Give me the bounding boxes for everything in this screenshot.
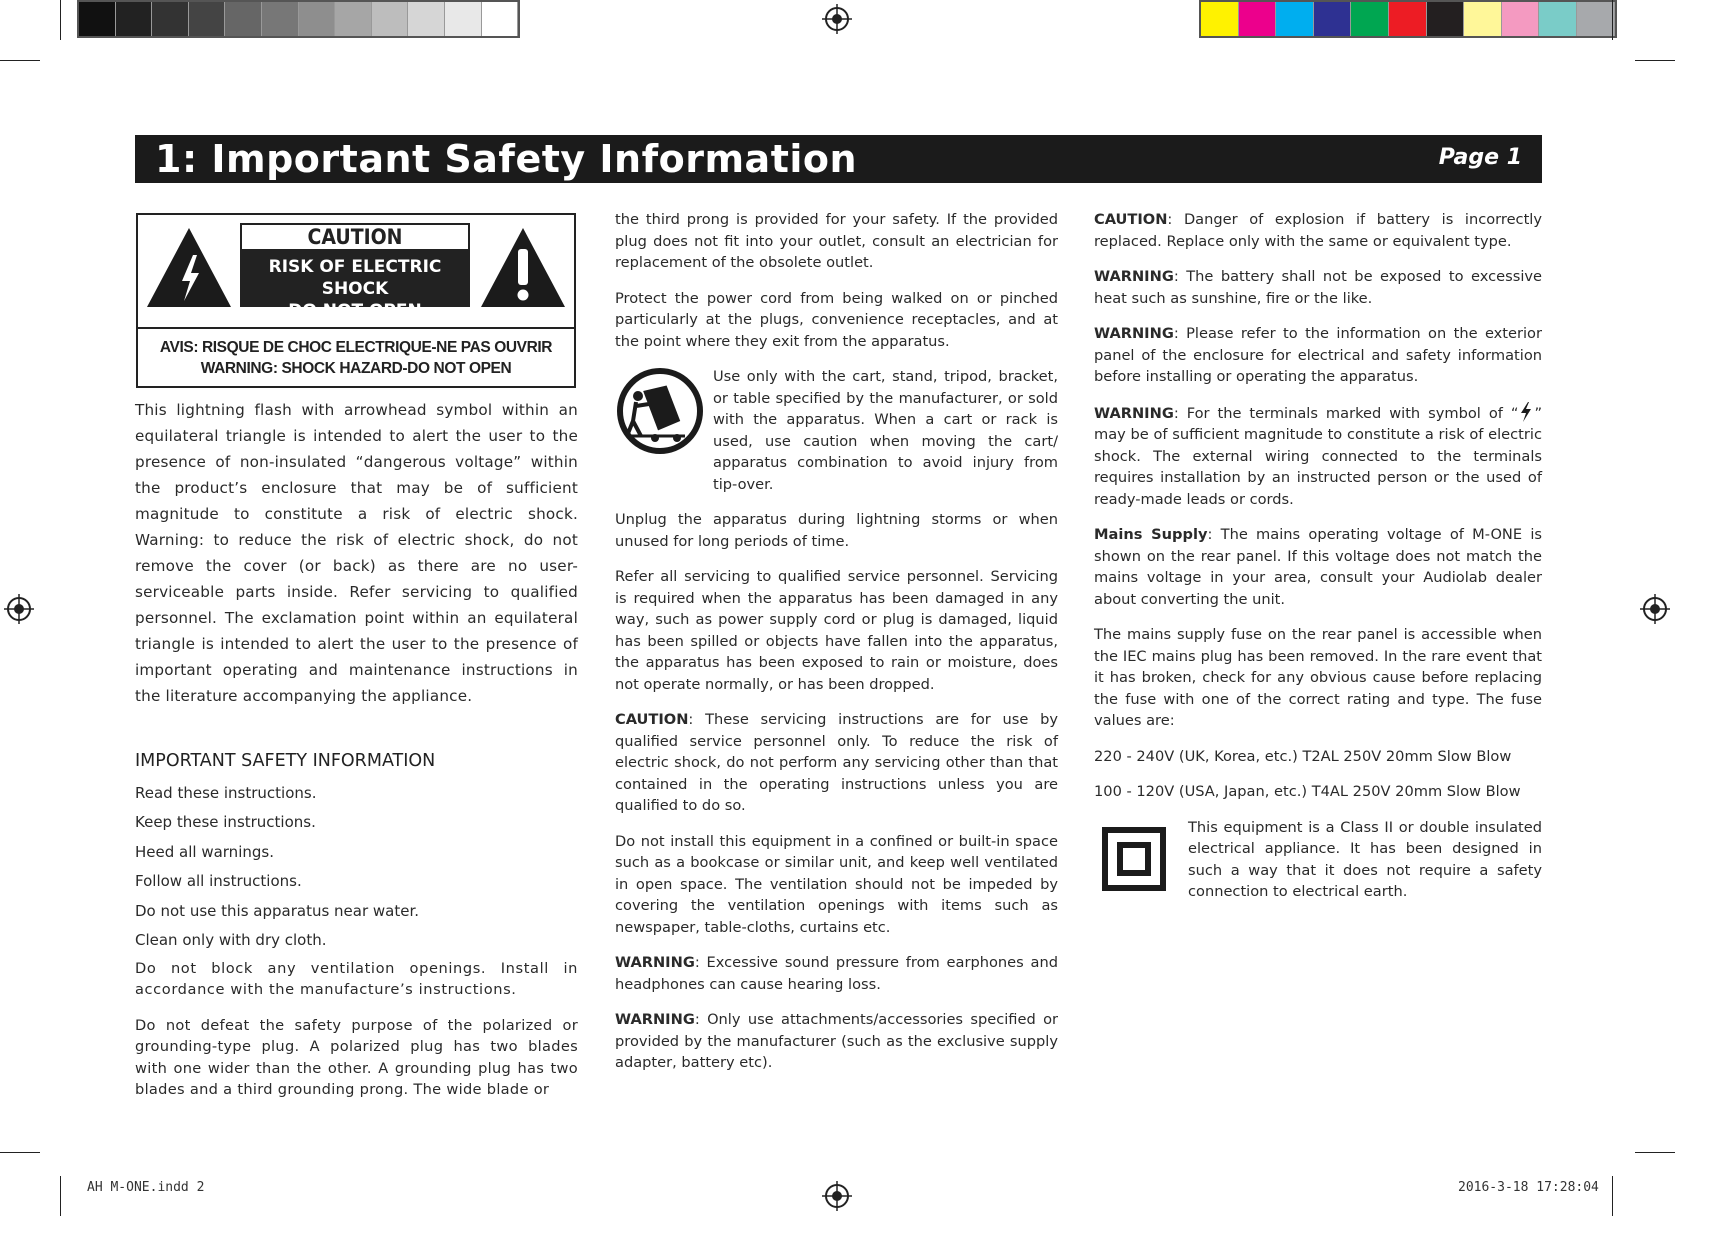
class-ii-paragraph: This equipment is a Class II or double insulated electrical appliance. It has been designed in such a way that it does not require a safety connection to electrical earth. [1188, 818, 1542, 900]
section-heading: IMPORTANT SAFETY INFORMATION [135, 751, 436, 771]
crop-mark [1635, 60, 1675, 61]
slug-filename: AH M-ONE.indd 2 [87, 1180, 205, 1195]
registration-mark-icon [822, 4, 852, 34]
mains-label: Mains Supply [1094, 526, 1208, 543]
column-2 [615, 209, 1058, 1088]
cart-tip-over-icon [615, 366, 705, 456]
column-1 [135, 397, 578, 1115]
color-swatch [189, 2, 226, 36]
list-item: Do not use this apparatus near water. [135, 901, 420, 920]
warning-label: WARNING [1094, 268, 1174, 285]
crop-mark [0, 60, 40, 61]
battery-heat-paragraph [1094, 266, 1542, 309]
caution-label: CAUTION [1094, 211, 1168, 228]
instruction-list [135, 779, 578, 956]
attachments-warning-paragraph [615, 1009, 1058, 1074]
list-item: Clean only with dry cloth. [135, 931, 327, 949]
list-item: Follow all instructions. [135, 872, 302, 890]
cart-paragraph: Use only with the cart, stand, tripod, bracket, or table specified by the manufacturer, or sold with the apparatus. When a cart or rack is used, use caution when moving the cart/ apparatus combination to avoid injury from tip-over. [713, 368, 1058, 493]
page-number: Page 1 [1438, 145, 1522, 170]
servicing-paragraph: Refer all servicing to qualified service personnel. Servicing is required when the apparatus has been damaged in any way, such as power supply cord or plug is damaged, liquid has been spilled or objects have fallen into the apparatus, the apparatus has been exposed to rain or moisture, does not operate normally, or has been dropped. [615, 568, 1058, 693]
bilingual-warning [138, 337, 574, 379]
risk-line-1: RISK OF ELECTRIC SHOCK [268, 257, 442, 299]
color-swatch [1314, 2, 1352, 36]
grayscale-color-bar [77, 0, 520, 38]
fuse-paragraph: The mains supply fuse on the rear panel is accessible when the IEC mains plug has been removed. In the rare event that it has broken, check for any obvious cause before replacing the fuse with one of the correct rating and type. The fuse values are: [1094, 626, 1542, 729]
crop-mark [60, 1176, 61, 1216]
color-swatch [225, 2, 262, 36]
color-swatch [299, 2, 336, 36]
color-swatch [1239, 2, 1277, 36]
color-swatch [1276, 2, 1314, 36]
slug-timestamp: 2016-3-18 17:28:04 [1458, 1180, 1599, 1195]
color-swatch [445, 2, 482, 36]
french-warning: AVIS: RISQUE DE CHOC ELECTRIQUE-NE PAS OUVRIR [159, 339, 553, 356]
color-swatch [482, 2, 519, 36]
cmyk-color-bar [1199, 0, 1617, 38]
section-header [135, 135, 1542, 183]
class-ii-notice [1094, 817, 1542, 903]
color-swatch [408, 2, 445, 36]
color-swatch [1539, 2, 1577, 36]
terminals-paragraph [1094, 402, 1542, 511]
power-cord-paragraph: Protect the power cord from being walked on or pinched particularly at the plugs, convenience receptacles, and at the point where they exit from the apparatus. [615, 289, 1058, 350]
confined-space-paragraph: Do not install this equipment in a confined or built-in space such as a bookcase or similar unit, and keep well ventilated in open space. The ventilation should not be impeded by covering the ventilation openings with items such as newspaper, table-cloths, curtains etc. [615, 832, 1058, 936]
warning-label: WARNING [615, 1011, 695, 1028]
exclamation-triangle-icon [478, 225, 568, 310]
color-swatch [335, 2, 372, 36]
page-title: 1: Important Safety Information [155, 137, 858, 181]
list-item: Heed all warnings. [135, 842, 274, 861]
risk-line-2: DO NOT OPEN [288, 301, 422, 321]
prong-paragraph: the third prong is provided for your safety. If the provided plug does not fit into your outlet, consult an electrician for replacement of the obsolete outlet. [615, 211, 1058, 271]
warning-text: ” may be of sufficient magnitude to constitute a risk of electric shock. The external wiring connected to the terminals requires installation by an instructed person or the used of ready-made leads or cords. [1094, 404, 1542, 508]
list-item: Read these instructions. [135, 783, 317, 802]
warning-label: WARNING [1094, 404, 1174, 422]
mains-supply-paragraph [1094, 524, 1542, 610]
color-swatch [1464, 2, 1502, 36]
exterior-panel-paragraph [1094, 323, 1542, 388]
caution-label: CAUTION [615, 711, 689, 728]
warning-text: : Please refer to the information on the exterior panel of the enclosure for electrical and safety information before installing or operating the apparatus. [1094, 325, 1542, 385]
symbol-explanation: This lightning flash with arrowhead symbol within an equilateral triangle is intended to alert the user to the presence of non-insulated “dangerous voltage” within the product’s enclosure that may be of sufficient magnitude to constitute a risk of electric shock. Warning: to reduce the risk of electric shock, do not remove the cover (or back) as there are no user-serviceable parts inside. Refer servicing to qualified personnel. The exclamation point within an equilateral triangle is intended to alert the user to the presence of important operating and maintenance instructions in the literature accompanying the appliance. [135, 401, 578, 705]
color-swatch [1351, 2, 1389, 36]
warning-label: WARNING [1094, 325, 1174, 342]
fuse-value-uk: 220 - 240V (UK, Korea, etc.) T2AL 250V 20mm Slow Blow [1094, 747, 1512, 765]
caution-label-box [136, 213, 576, 388]
registration-mark-icon [4, 594, 34, 624]
fuse-value-usa: 100 - 120V (USA, Japan, etc.) T4AL 250V 20mm Slow Blow [1094, 783, 1521, 800]
color-swatch [262, 2, 299, 36]
warning-text: : Excessive sound pressure from earphones and headphones can cause hearing loss. [615, 954, 1058, 993]
cart-warning [615, 366, 1058, 495]
warning-label: WARNING [615, 954, 695, 971]
color-swatch [1201, 2, 1239, 36]
caution-text: : Danger of explosion if battery is incorrectly replaced. Replace only with the same or equivalent type. [1094, 211, 1542, 250]
mains-text: : The mains operating voltage of M-ONE is shown on the rear panel. If this voltage does not match the mains voltage in your area, consult your Audiolab dealer about converting the unit. [1094, 526, 1542, 608]
registration-mark-icon [822, 1181, 852, 1211]
caution-servicing-paragraph [615, 709, 1058, 817]
crop-mark [60, 0, 61, 40]
crop-mark [1612, 1176, 1613, 1216]
color-swatch [152, 2, 189, 36]
color-swatch [372, 2, 409, 36]
color-swatch [1389, 2, 1427, 36]
hearing-warning-paragraph [615, 952, 1058, 995]
color-swatch [1577, 2, 1615, 36]
crop-mark [0, 1152, 40, 1153]
color-swatch [116, 2, 153, 36]
divider [138, 327, 574, 329]
unplug-paragraph: Unplug the apparatus during lightning storms or when unused for long periods of time. [615, 511, 1058, 550]
warning-text: : For the terminals marked with symbol of “ [1173, 404, 1519, 422]
battery-caution-paragraph [1094, 209, 1542, 252]
column-3 [1094, 209, 1542, 903]
warning-text: : The battery shall not be exposed to excessive heat such as sunshine, fire or the like. [1094, 268, 1542, 307]
risk-warning [240, 251, 470, 321]
crop-mark [1635, 1152, 1675, 1153]
warning-text: : Only use attachments/accessories specified or provided by the manufacturer (such as the exclusive supply adapter, battery etc). [615, 1011, 1058, 1071]
color-swatch [1427, 2, 1465, 36]
crop-mark [1612, 0, 1613, 40]
list-item: Keep these instructions. [135, 813, 316, 831]
caution-title: CAUTION [240, 223, 470, 251]
caution-text: : These servicing instructions are for use by qualified service personnel only. To reduce the risk of electric shock, do not perform any servicing other than that contained in the operating instructions unless you are qualified to do so. [615, 711, 1058, 814]
english-warning: WARNING: SHOCK HAZARD-DO NOT OPEN [200, 360, 512, 377]
color-swatch [1502, 2, 1540, 36]
registration-mark-icon [1640, 594, 1670, 624]
double-insulated-icon [1102, 827, 1166, 891]
ventilation-paragraph: Do not block any ventilation openings. Install in accordance with the manufacture’s instructions. [135, 959, 578, 998]
lightning-triangle-icon [144, 225, 234, 310]
lightning-bolt-icon [1520, 402, 1532, 422]
polarized-plug-paragraph: Do not defeat the safety purpose of the polarized or grounding-type plug. A polarized plug has two blades with one wider than the other. A grounding plug has two blades and a third grounding prong. The wide blade or [135, 1016, 578, 1098]
color-swatch [79, 2, 116, 36]
